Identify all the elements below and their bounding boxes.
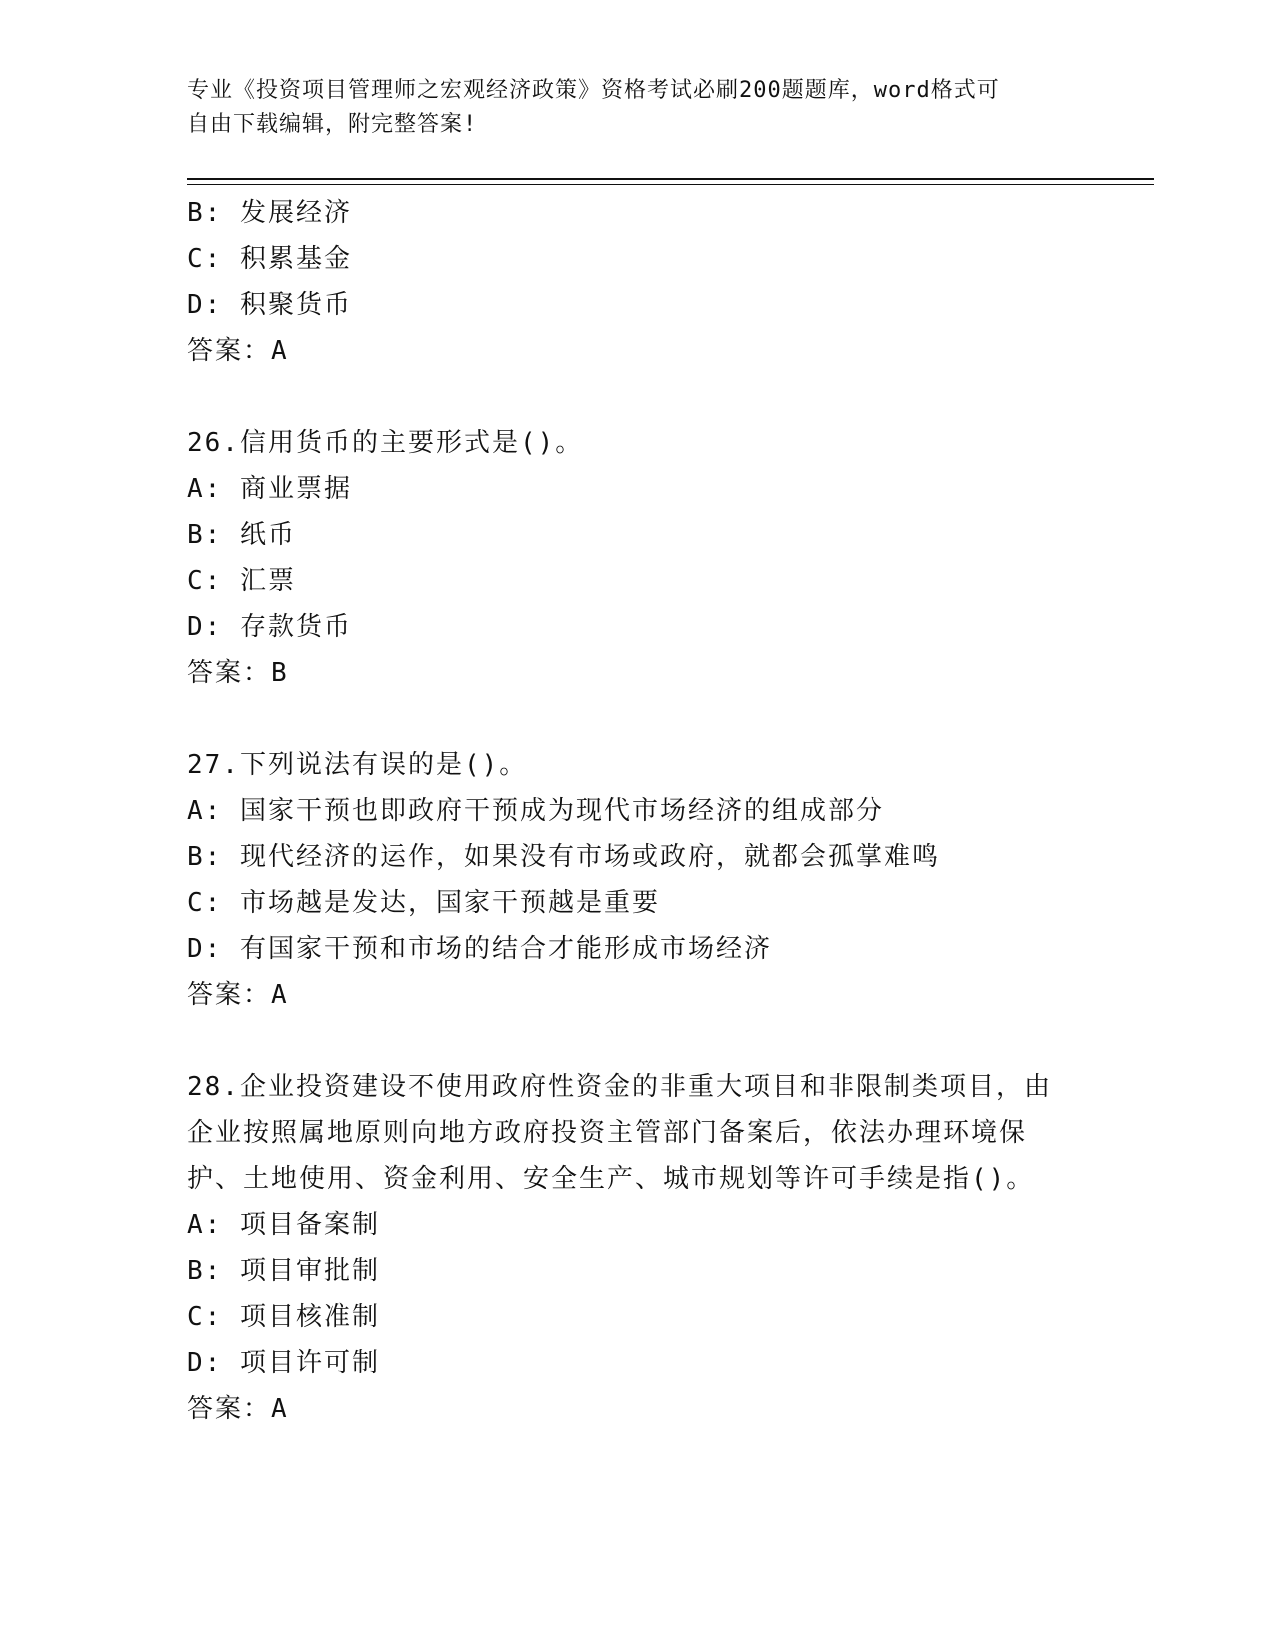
- answer-line: 答案：A: [187, 1394, 289, 1424]
- option-a: A: 商业票据: [187, 474, 352, 504]
- answer-line: 答案：B: [187, 658, 289, 688]
- option-c: C: 市场越是发达，国家干预越是重要: [187, 888, 660, 918]
- option-b: B: 项目审批制: [187, 1256, 380, 1286]
- option-a: A: 国家干预也即政府干预成为现代市场经济的组成部分: [187, 796, 884, 826]
- question-stem-line-1: 28.企业投资建设不使用政府性资金的非重大项目和非限制类项目，由: [187, 1072, 1052, 1102]
- option-c: C: 汇票: [187, 566, 296, 596]
- question-continued: [187, 190, 1087, 374]
- header-divider-thin: [187, 184, 1154, 185]
- option-a: A: 项目备案制: [187, 1210, 380, 1240]
- option-b: B: 现代经济的运作，如果没有市场或政府，就都会孤掌难鸣: [187, 842, 940, 872]
- option-b: B: 发展经济: [187, 198, 352, 228]
- option-d: D: 积聚货币: [187, 290, 352, 320]
- question-27: [187, 742, 1087, 1018]
- answer-line: 答案：A: [187, 980, 289, 1010]
- question-stem: 27.下列说法有误的是()。: [187, 750, 528, 780]
- answer-line: 答案：A: [187, 336, 289, 366]
- option-d: D: 存款货币: [187, 612, 352, 642]
- option-d: D: 有国家干预和市场的结合才能形成市场经济: [187, 934, 772, 964]
- spacer: [187, 374, 1087, 420]
- option-b: B: 纸币: [187, 520, 296, 550]
- header-line-1: 专业《投资项目管理师之宏观经济政策》资格考试必刷200题题库，word格式可: [187, 78, 1000, 103]
- question-content: [187, 190, 1087, 1432]
- option-c: C: 项目核准制: [187, 1302, 380, 1332]
- spacer: [187, 1018, 1087, 1064]
- question-stem-line-2: 企业按照属地原则向地方政府投资主管部门备案后，依法办理环境保: [187, 1118, 1028, 1148]
- spacer: [187, 696, 1087, 742]
- header-line-2: 自由下载编辑，附完整答案!: [187, 112, 478, 137]
- question-26: [187, 420, 1087, 696]
- option-c: C: 积累基金: [187, 244, 352, 274]
- document-header: [187, 74, 1087, 142]
- question-stem: 26.信用货币的主要形式是()。: [187, 428, 584, 458]
- question-28: [187, 1064, 1087, 1432]
- option-d: D: 项目许可制: [187, 1348, 380, 1378]
- header-divider-thick: [187, 178, 1154, 180]
- question-stem-line-3: 护、土地使用、资金利用、安全生产、城市规划等许可手续是指()。: [187, 1164, 1035, 1194]
